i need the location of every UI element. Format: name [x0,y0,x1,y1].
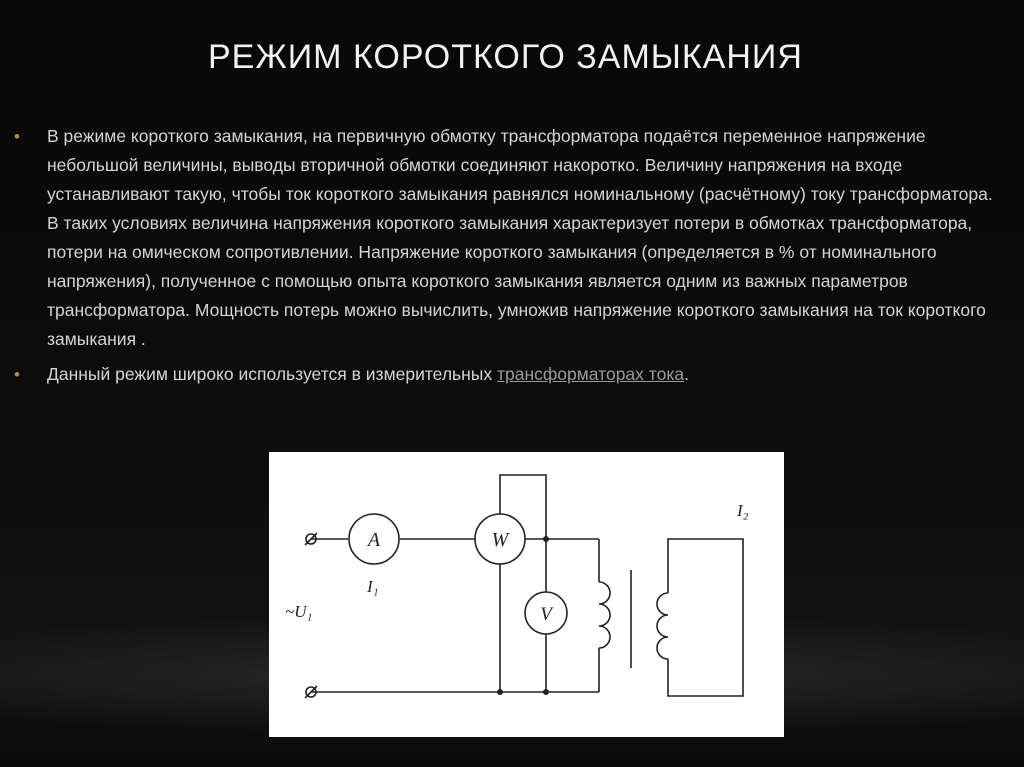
voltmeter-label: V [540,604,552,625]
circuit-diagram [269,452,784,737]
junction-dot [497,689,503,695]
bullet-marker: • [14,365,20,384]
secondary-current-label: I₂ [737,501,749,520]
wattmeter-label: W [491,529,509,551]
ammeter-label: A [367,529,381,551]
primary-current-label: I₁ [367,577,379,596]
bullet-marker: • [14,127,20,146]
secondary-coil [657,593,668,659]
bullet-text: Данный режим широко используется в измерительных [47,364,498,384]
junction-dot [543,536,549,542]
bullet-list [14,122,994,389]
bullet-text: В режиме короткого замыкания, на первичную обмотку трансформатора подаётся переменное напряжение небольшой величины, выводы вторичной обмотки соединяют накоротко. Величину напряжения на входе устанавливают такую, чтобы ток короткого замыкания равнялся номинальному (расчётному) току трансформатора. В таких условиях величина напряжения короткого замыкания характеризует потери в обмотках трансформатора, потери на омическом сопротивлении. Напряжение короткого замыкания (определяется в % от номинального напряжения), полученное с помощью опыта короткого замыкания является одним из важных параметров трансформатора. Мощность потерь можно вычислить, умножив напряжение короткого замыкания на ток короткого замыкания . [47,126,993,349]
slide-title: РЕЖИМ КОРОТКОГО ЗАМЫКАНИЯ [208,38,803,76]
primary-coil [599,582,610,648]
voltage-label: ~U₁ [285,602,313,621]
bullet-item [14,360,994,389]
bullet-item [14,122,994,354]
bullet-text-end: . [684,364,689,384]
junction-dot [543,689,549,695]
circuit-diagram-svg [269,452,784,737]
secondary-short-loop [668,539,743,696]
current-transformers-link[interactable]: трансформаторах тока [497,364,685,384]
